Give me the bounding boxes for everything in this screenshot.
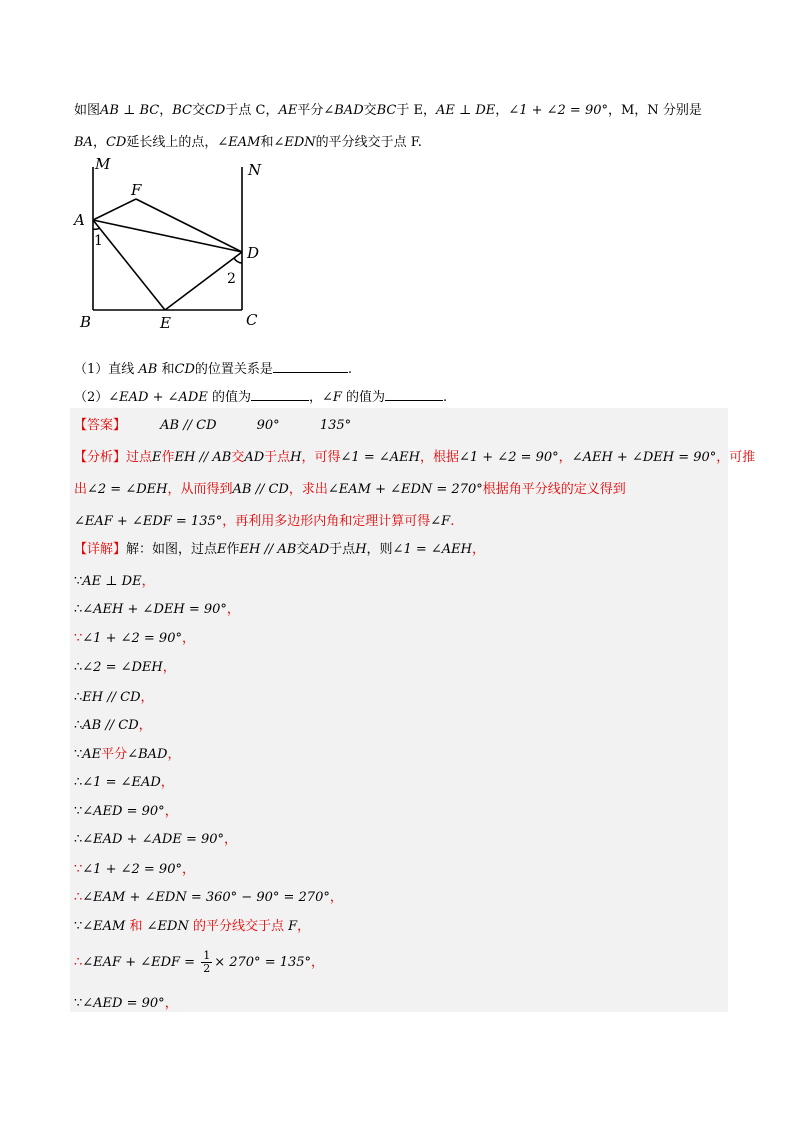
text-segment: ，可推	[716, 450, 756, 465]
text-segment: ，	[224, 832, 238, 847]
math-expression: CD	[105, 135, 127, 150]
text-segment: ，	[181, 862, 195, 877]
text-segment: ，	[140, 690, 154, 705]
text-segment: ，	[162, 660, 176, 675]
text-segment: 作	[161, 450, 175, 465]
text-segment: 交	[363, 103, 377, 118]
detail-step-line	[74, 656, 176, 675]
math-expression: AD	[309, 542, 330, 557]
detail-step-line	[74, 538, 485, 557]
math-expression: ∠1 + ∠2 = 90°	[508, 103, 608, 118]
text-segment: ，	[226, 602, 240, 617]
text-segment: ，求出	[288, 482, 328, 497]
math-expression: ∠EAF + ∠EDF = 135°	[74, 514, 223, 529]
fraction-numerator: 1	[203, 949, 211, 962]
text-segment: ，则	[366, 542, 393, 557]
text-segment: ，	[141, 574, 155, 589]
fraction	[201, 950, 212, 975]
label-B: B	[80, 313, 92, 331]
text-segment: ，	[138, 718, 152, 733]
text-segment: 平分	[297, 103, 324, 118]
text-segment: ，	[308, 390, 322, 405]
fraction-denominator: 2	[203, 962, 211, 975]
question-1	[74, 358, 352, 377]
math-expression: ∠AEH + ∠DEH = 90°	[571, 450, 717, 465]
math-expression: ∠AED = 90°	[82, 804, 165, 819]
detail-step-line	[74, 992, 178, 1011]
text-segment: ∴	[74, 775, 83, 790]
detail-step-line	[74, 800, 178, 819]
text-segment: ∴	[74, 890, 83, 905]
text-segment: ∴	[74, 832, 83, 847]
detail-step-line	[74, 686, 154, 705]
text-segment: .	[347, 362, 353, 377]
math-expression: ∠1 = ∠EAD	[82, 775, 161, 790]
math-expression: AB	[138, 362, 158, 377]
text-segment: ，再利用多边形内角和定理计算可得	[222, 514, 431, 529]
text-segment: 出	[74, 482, 88, 497]
text-segment: 和	[260, 135, 274, 150]
text-segment: 平分	[101, 747, 128, 762]
answer-blank	[251, 400, 309, 401]
text-segment: ∵	[74, 862, 83, 877]
label-M: M	[95, 155, 111, 173]
math-expression: × 270° = 135°	[214, 955, 312, 970]
math-expression: ∠EAM + ∠EDN = 270°	[327, 482, 483, 497]
detail-step-line	[74, 858, 195, 877]
text-segment: 解：如图，过点	[126, 542, 218, 557]
math-expression: AE	[82, 747, 102, 762]
math-expression: AB // CD	[232, 482, 289, 497]
math-expression: ∠2 = ∠DEH	[87, 482, 168, 497]
text-segment: 延长线上的点，	[126, 135, 218, 150]
text-segment: 于点 C，	[225, 103, 279, 118]
text-segment: 交	[231, 450, 245, 465]
label-N: N	[248, 161, 262, 179]
math-expression: AE ⊥ DE	[436, 103, 496, 118]
text-segment: ，	[471, 542, 485, 557]
math-expression: E	[217, 542, 227, 557]
math-expression: ∠2 = ∠DEH	[82, 660, 163, 675]
math-expression: BC	[376, 103, 397, 118]
text-segment: ，	[329, 890, 343, 905]
label-F: F	[131, 181, 142, 199]
math-expression: AE ⊥ DE	[82, 574, 142, 589]
text-segment: 的平分线交于点 F.	[315, 135, 422, 150]
text-segment: ，从而得到	[167, 482, 233, 497]
text-segment: 作	[226, 542, 240, 557]
text-segment: 的值为	[207, 390, 251, 405]
text-segment: ，	[311, 955, 325, 970]
text-segment: 根据角平分线的定义得到	[482, 482, 626, 497]
problem-line-1	[74, 99, 702, 118]
math-expression: AD	[244, 450, 265, 465]
text-segment: 和	[157, 362, 175, 377]
math-expression: ∠BAD	[323, 103, 364, 118]
math-expression: EH // CD	[82, 690, 141, 705]
answer-value-2: 90°	[256, 418, 280, 433]
math-expression: ∠BAD	[127, 747, 168, 762]
detail-step-line	[74, 950, 324, 975]
math-expression: E	[152, 450, 162, 465]
math-expression: CD	[204, 103, 226, 118]
text-segment: ，	[297, 919, 311, 934]
geometry-figure	[70, 155, 280, 335]
text-segment: ，	[164, 804, 178, 819]
detail-step-line	[74, 771, 174, 790]
text-segment: ，	[495, 103, 509, 118]
math-expression: BC	[172, 103, 192, 118]
line-AF	[93, 199, 136, 220]
math-expression: AE	[278, 103, 298, 118]
text-segment: ，	[167, 747, 181, 762]
detail-step-line	[74, 828, 237, 847]
text-segment: ，M，N 分别是	[608, 103, 702, 118]
label-angle-2: 2	[227, 271, 236, 287]
detail-step-line	[74, 714, 152, 733]
text-segment: 于点	[264, 450, 291, 465]
answer-value-3: 135°	[319, 418, 352, 433]
math-expression: ∠EAF + ∠EDF =	[82, 955, 200, 970]
text-segment: 和	[125, 919, 147, 934]
math-expression: AB ⊥ BC	[100, 103, 160, 118]
label-C: C	[246, 311, 258, 329]
text-segment: 的平分线交于点	[188, 919, 289, 934]
math-expression: CD	[174, 362, 195, 377]
problem-line-2	[74, 131, 422, 150]
math-expression: ∠EAM	[82, 919, 126, 934]
answer-blank	[385, 400, 443, 401]
math-expression: ∠AED = 90°	[82, 996, 165, 1011]
math-expression: ∠EAD + ∠ADE = 90°	[82, 832, 225, 847]
text-segment: ∵	[74, 804, 83, 819]
math-expression: ∠EDN	[146, 919, 189, 934]
math-expression: F	[288, 919, 298, 934]
text-segment: 的位置关系是	[194, 362, 273, 377]
answer-value-1: AB // CD	[160, 418, 217, 433]
detail-step-line	[74, 570, 155, 589]
math-expression: ∠EAM	[217, 135, 261, 150]
math-expression: ∠EAD + ∠ADE	[108, 390, 208, 405]
text-segment: 于 E，	[396, 103, 437, 118]
text-segment: ，	[181, 631, 195, 646]
label-D: D	[247, 244, 260, 262]
text-segment: ∴	[74, 955, 83, 970]
text-segment: 【详解】	[74, 542, 127, 557]
math-expression: EH // AB	[174, 450, 232, 465]
text-segment: ，	[164, 996, 178, 1011]
text-segment: ∴	[74, 602, 83, 617]
text-segment: ，根据	[419, 450, 459, 465]
text-segment: 的值为	[341, 390, 386, 405]
text-segment: ∴	[74, 660, 83, 675]
text-segment: ，	[159, 103, 173, 118]
text-segment: ∵	[74, 747, 83, 762]
text-segment: .	[450, 514, 455, 529]
answer-line	[74, 414, 351, 433]
math-expression: ∠1 + ∠2 = 90°	[82, 631, 182, 646]
math-expression: ∠1 + ∠2 = 90°	[82, 862, 182, 877]
math-expression: ∠EAM + ∠EDN = 360° − 90° = 270°	[82, 890, 330, 905]
analysis-line-1	[74, 446, 755, 465]
text-segment: 交	[296, 542, 310, 557]
math-expression: ∠AEH + ∠DEH = 90°	[82, 602, 227, 617]
text-segment: ，	[92, 135, 106, 150]
text-segment: ∴	[74, 690, 83, 705]
text-segment: ∵	[74, 574, 83, 589]
label-A: A	[74, 211, 85, 229]
answer-blank	[273, 372, 348, 373]
text-segment: .	[443, 390, 448, 405]
math-expression: ∠F	[321, 390, 342, 405]
text-segment: 如图	[74, 103, 101, 118]
text-segment: ∵	[74, 631, 83, 646]
math-expression: ∠F	[430, 514, 451, 529]
math-expression: BA	[74, 135, 93, 150]
text-segment: ，	[558, 450, 572, 465]
text-segment: ，可得	[301, 450, 341, 465]
math-expression: AB // CD	[82, 718, 139, 733]
detail-step-line	[74, 743, 180, 762]
detail-step-line	[74, 627, 195, 646]
math-expression: H	[290, 450, 302, 465]
text-segment: 交	[191, 103, 205, 118]
math-expression: EH // AB	[239, 542, 297, 557]
detail-step-line	[74, 598, 240, 617]
question-2	[74, 386, 447, 405]
text-segment: （1）直线	[74, 362, 139, 377]
label-angle-1: 1	[94, 233, 103, 249]
text-segment: 【分析】过点	[74, 450, 153, 465]
analysis-line-3	[74, 510, 454, 529]
text-segment: ∴	[74, 718, 83, 733]
math-expression: ∠1 + ∠2 = 90°	[458, 450, 559, 465]
math-expression: H	[355, 542, 367, 557]
detail-step-line	[74, 886, 343, 905]
text-segment: 于点	[329, 542, 356, 557]
angle-1-arc	[93, 228, 100, 229]
answer-label: 【答案】	[74, 418, 127, 433]
text-segment: ，	[160, 775, 174, 790]
analysis-line-2	[74, 478, 626, 497]
line-FD	[136, 199, 242, 252]
label-E: E	[160, 314, 171, 332]
text-segment: ∵	[74, 996, 83, 1011]
math-expression: ∠1 = ∠AEH	[340, 450, 420, 465]
text-segment: ∵	[74, 919, 83, 934]
math-expression: ∠EDN	[273, 135, 316, 150]
text-segment: （2）	[74, 390, 109, 405]
angle-2-arc	[234, 258, 242, 263]
math-expression: ∠1 = ∠AEH	[392, 542, 472, 557]
detail-step-line	[74, 915, 310, 934]
